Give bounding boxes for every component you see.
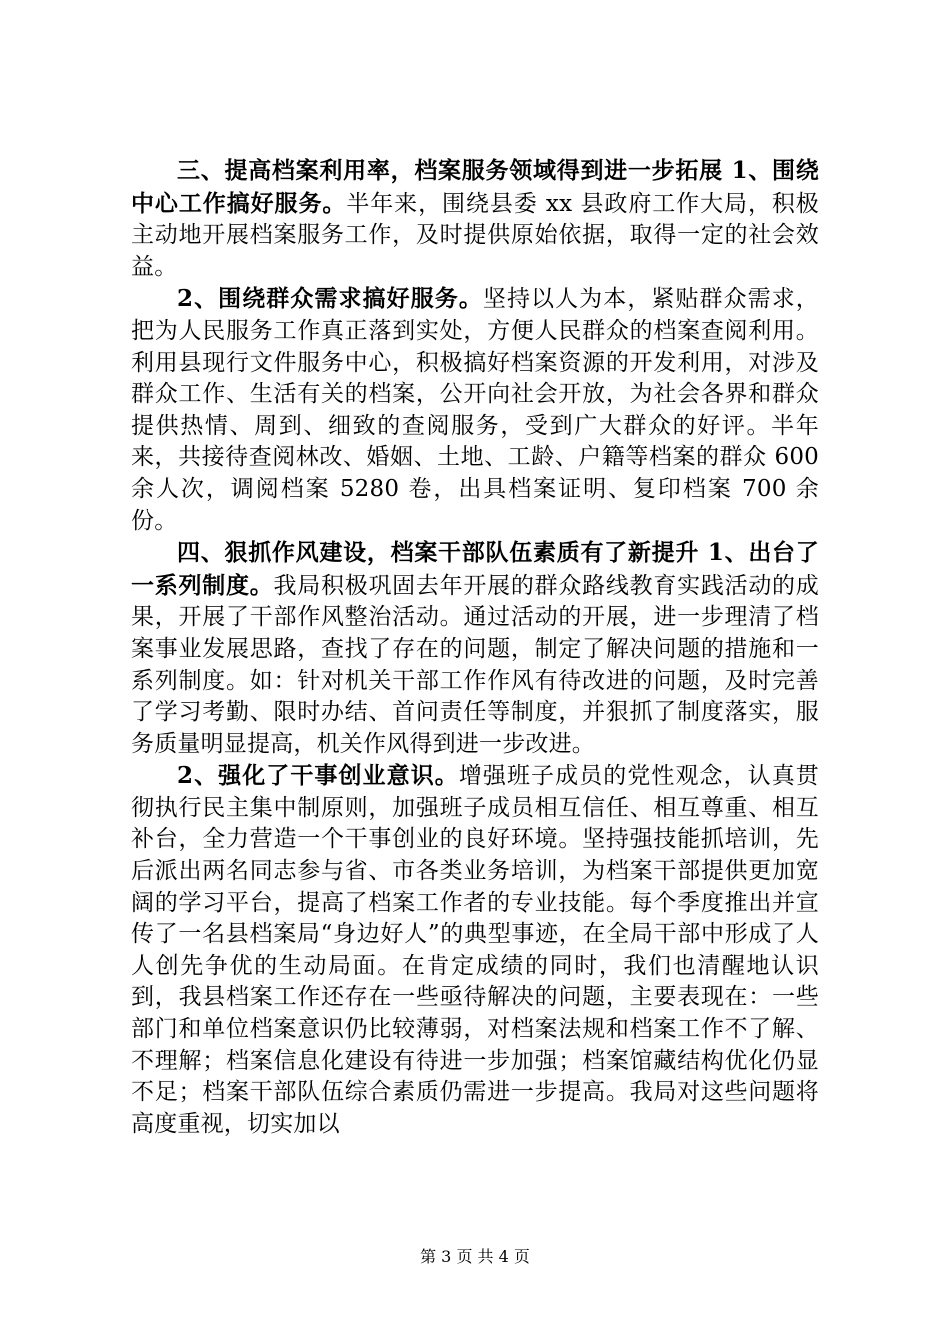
paragraph-heading: 2、强化了干事创业意识。 — [177, 762, 459, 790]
paragraph-heading: 四、狠抓作风建设，档案干部队伍素质有了新提升 1、出台了一系列制度。 — [131, 539, 819, 599]
page-number-footer: 第 3 页 共 4 页 — [420, 1247, 530, 1266]
paragraph-entrepreneurship — [131, 760, 819, 1140]
paragraph-section-four — [131, 537, 819, 760]
paragraph-text: 半年来，围绕县委 xx 县政府工作大局，积极主动地开展档案服务工作，及时提供原始依据，取得一定的社会效益。 — [131, 190, 819, 280]
document-body — [131, 155, 819, 1140]
paragraph-text: 我局积极巩固去年开展的群众路线教育实践活动的成果，开展了干部作风整治活动。通过活动的开展，进一步理清了档案事业发展思路，查找了存在的问题，制定了解决问题的措施和一系列制度。如：针对机关干部工作作风有待改进的问题，及时完善了学习考勤、限时办结、首问责任等制度，并狠抓了制度落实，服务质量明显提高，机关作风得到进一步改进。 — [131, 572, 820, 757]
paragraph-heading: 2、围绕群众需求搞好服务。 — [177, 285, 483, 313]
paragraph-heading: 三、提高档案利用率，档案服务领域得到进一步拓展 1、围绕中心工作搞好服务。 — [131, 157, 819, 217]
paragraph-section-three — [131, 155, 819, 283]
paragraph-text: 增强班子成员的党性观念，认真贯彻执行民主集中制原则，加强班子成员相互信任、相互尊重、相互补台，全力营造一个干事创业的良好环境。坚持强技能抓培训，先后派出两名同志参与省、市各类业务培训，为档案干部提供更加宽阔的学习平台，提高了档案工作者的专业技能。每个季度推出并宣传了一名县档案局“身边好人”的典型事迹，在全局干部中形成了人人创先争优的生动局面。在肯定成绩的同时，我们也清醒地认识到，我县档案工作还存在一些亟待解决的问题，主要表现在：一些部门和单位档案意识仍比较薄弱，对档案法规和档案工作不了解、不理解；档案信息化建设有待进一步加强；档案馆藏结构优化仍显不足；档案干部队伍综合素质仍需进一步提高。我局对这些问题将高度重视，切实加以 — [131, 763, 820, 1137]
paragraph-public-service — [131, 283, 819, 537]
paragraph-text: 坚持以人为本，紧贴群众需求，把为人民服务工作真正落到实处，方便人民群众的档案查阅利用。利用县现行文件服务中心，积极搞好档案资源的开发利用，对涉及群众工作、生活有关的档案，公开向社会开放，为社会各界和群众提供热情、周到、细致的查阅服务，受到广大群众的好评。半年来，共接待查阅林改、婚姻、土地、工龄、户籍等档案的群众 600 余人次，调阅档案 5280 卷，出具档案证明、复印档案 700 余份。 — [131, 286, 819, 534]
